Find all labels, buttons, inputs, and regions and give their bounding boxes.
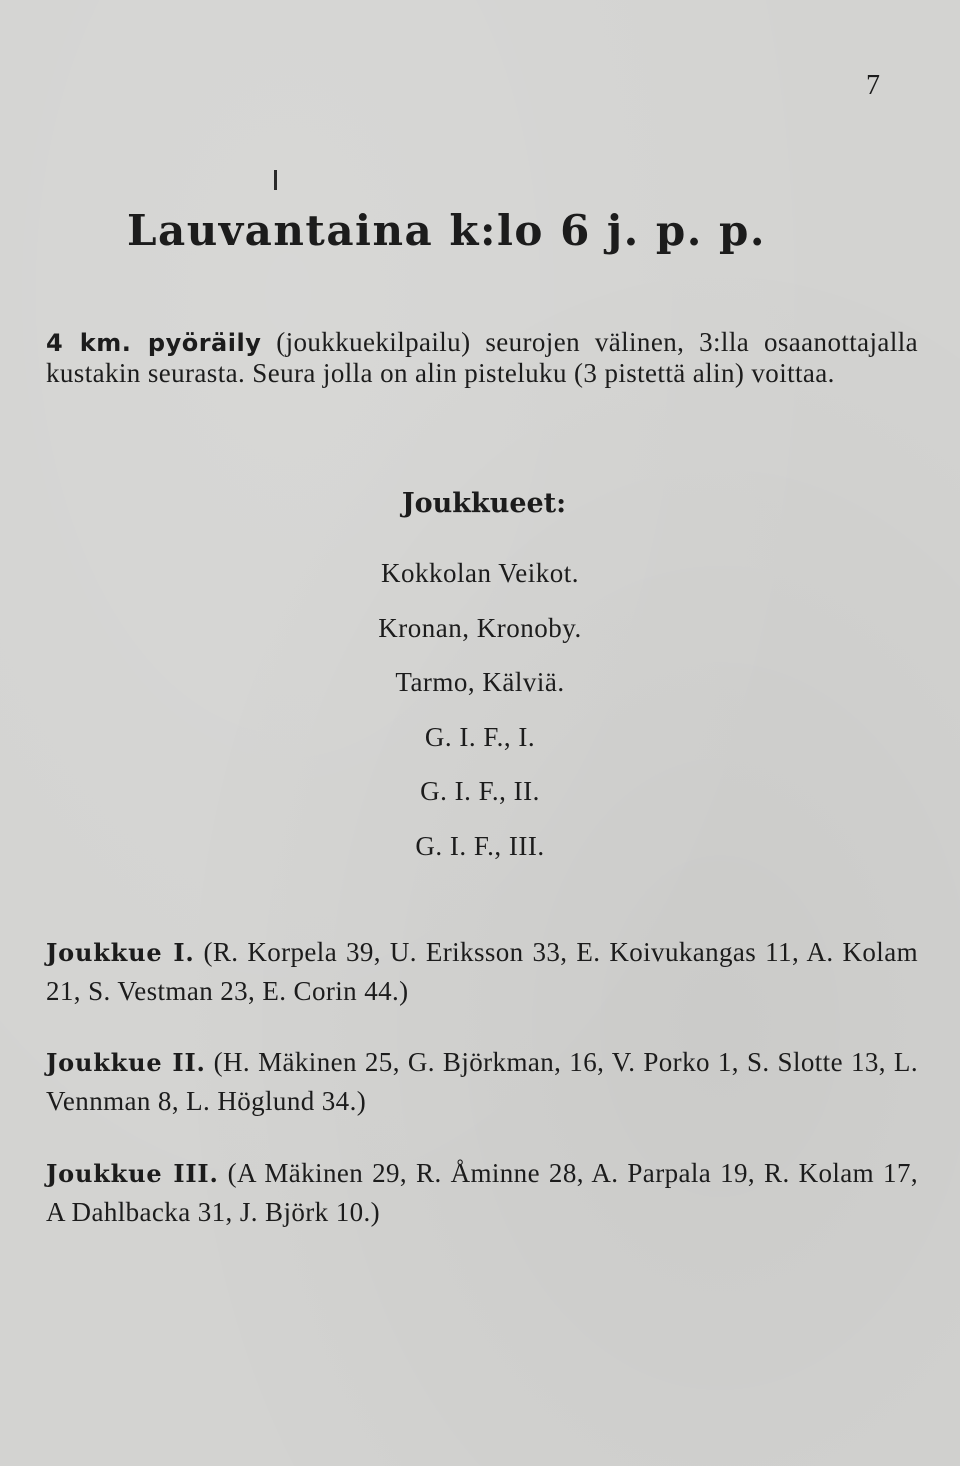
team-roster-2 (46, 1043, 918, 1120)
event-title: 4 km. pyöräily (46, 329, 262, 357)
teams-heading: Joukkueet: (401, 488, 567, 519)
team-roster-title: Joukkue II. (46, 1048, 206, 1077)
team-item: G. I. F., I. (424, 721, 536, 752)
team-item: G. I. F., II. (420, 776, 540, 806)
team-item: G. I. F., III. (415, 830, 545, 861)
team-roster-members: (A Mäkinen 29, R. Åminne 28, A. Parpala 19, R. Kolam 17, A Dahlbacka 31, J. Björk 10.) (46, 1158, 919, 1227)
team-roster-members: (R. Korpela 39, U. Eriksson 33, E. Koivukangas 11, A. Kolam 21, S. Vestman 23, E. Corin 44.) (46, 937, 918, 1006)
team-item: Kronan, Kronoby. (378, 612, 582, 643)
event-description (46, 327, 918, 388)
section-heading: Lauvantaina k:lo 6 j. p. p. (127, 206, 766, 255)
ink-speck (274, 170, 277, 190)
page-number: 7 (866, 70, 880, 101)
team-roster-3 (46, 1154, 918, 1231)
team-item: Tarmo, Kälviä. (395, 667, 565, 697)
teams-list (0, 556, 960, 883)
team-roster-members: (H. Mäkinen 25, G. Björkman, 16, V. Porko 1, S. Slotte 13, L. Vennman 8, L. Höglund 34.) (46, 1047, 918, 1116)
event-details: (joukkuekilpailu) seurojen välinen, 3:lla osaanottajalla kustakin seurasta. Seura jolla on alin pisteluku (3 pistettä alin) voittaa. (46, 327, 919, 388)
team-roster-title: Joukkue I. (46, 938, 195, 967)
team-roster-title: Joukkue III. (46, 1159, 219, 1188)
team-item: Kokkolan Veikot. (381, 558, 579, 588)
team-roster-1 (46, 933, 918, 1010)
